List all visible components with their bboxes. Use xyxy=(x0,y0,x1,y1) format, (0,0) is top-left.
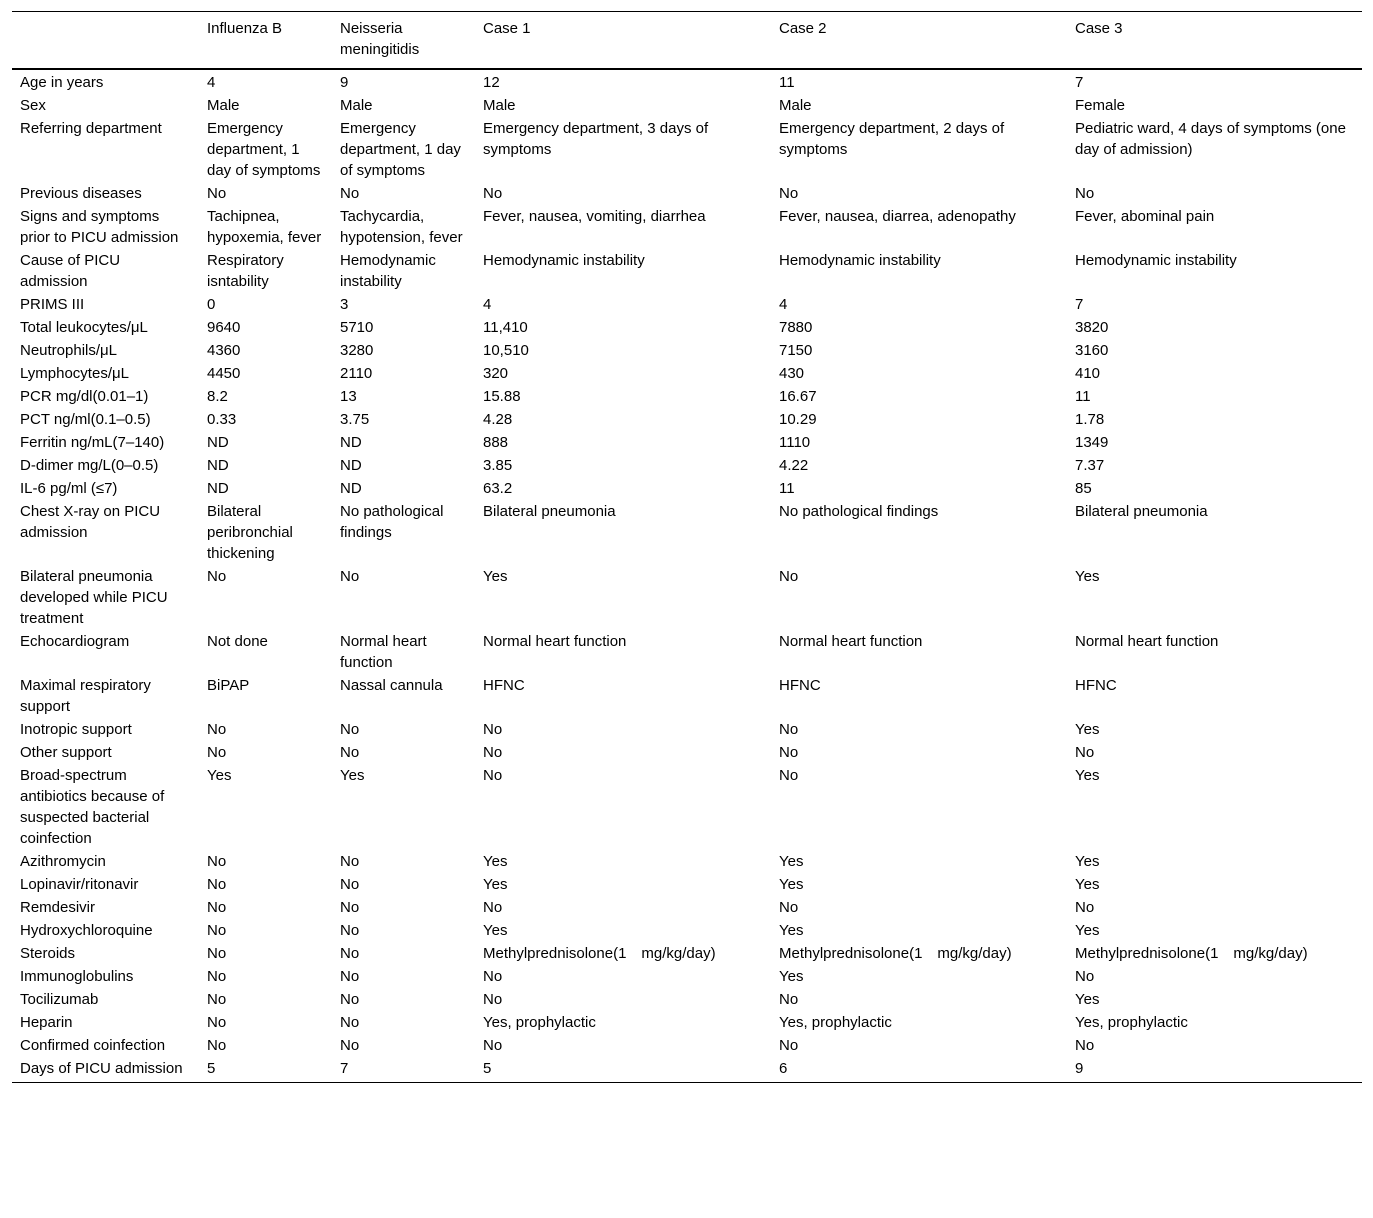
cell-case-3-value: Normal heart function xyxy=(1075,633,1219,650)
cell-influenza-b-value: Not done xyxy=(207,633,268,650)
cell-case-3-value: No xyxy=(1075,1037,1095,1054)
cell-influenza-b-value: No xyxy=(207,853,227,870)
cell-case-3-value: No xyxy=(1075,185,1095,202)
cell-neisseria-value: 13 xyxy=(340,388,357,405)
table-row xyxy=(12,873,1362,896)
cell-case-1-value: Male xyxy=(483,97,516,114)
cell-influenza-b-value: No xyxy=(207,1037,227,1054)
cell-influenza-b-value: No xyxy=(207,185,227,202)
table-body xyxy=(12,69,1362,1083)
cell-row-label: Referring department xyxy=(20,120,162,137)
cell-case-1-value: Hemodynamic instability xyxy=(483,252,645,269)
cell-case-1-value: 4.28 xyxy=(483,411,513,428)
cell-neisseria-value: 2110 xyxy=(340,365,373,382)
cell-influenza-b-value: ND xyxy=(207,457,229,474)
cell-case-1-value: No xyxy=(483,721,503,738)
table-row xyxy=(12,182,1362,205)
cell-row-label: Neutrophils/μL xyxy=(20,342,118,359)
cell-row-label: D-dimer mg/L(0–0.5) xyxy=(20,457,159,474)
cell-neisseria-value: Hemodynamic instability xyxy=(340,252,436,290)
cell-case-1-value: 11,410 xyxy=(483,319,528,336)
cell-case-2-value: Yes, prophylactic xyxy=(779,1014,892,1031)
cell-neisseria-value: No xyxy=(340,185,360,202)
cell-case-2-value: No xyxy=(779,1037,799,1054)
header-row xyxy=(12,12,1362,70)
cell-case-3-value: Yes xyxy=(1075,767,1100,784)
cell-case-2-value: HFNC xyxy=(779,677,821,694)
cell-case-1-value: 4 xyxy=(483,296,492,313)
cell-row-label: Confirmed coinfection xyxy=(20,1037,166,1054)
cell-case-1-value: Methylprednisolone(1 mg/kg/day) xyxy=(483,945,716,962)
cell-neisseria-value: No xyxy=(340,853,360,870)
table-row xyxy=(12,565,1362,630)
table-row xyxy=(12,69,1362,94)
cell-row-label: Lopinavir/ritonavir xyxy=(20,876,139,893)
cell-case-2-value: 4 xyxy=(779,296,788,313)
cell-row-label: Heparin xyxy=(20,1014,73,1031)
table-row xyxy=(12,316,1362,339)
table-row xyxy=(12,117,1362,182)
cell-case-2-value: 11 xyxy=(779,480,795,497)
cell-case-2-value: Yes xyxy=(779,853,804,870)
cell-neisseria-value: No xyxy=(340,991,360,1008)
cell-influenza-b-value: 4360 xyxy=(207,342,241,359)
cell-row-label: Broad-spectrum antibiotics because of suspected bacterial coinfection xyxy=(20,767,165,847)
cell-case-3-value: Female xyxy=(1075,97,1126,114)
cell-neisseria-value: Emergency department, 1 day of symptoms xyxy=(340,120,461,179)
cell-case-1-value: No xyxy=(483,767,503,784)
cell-case-2-value: Emergency department, 2 days of symptoms xyxy=(779,120,1005,158)
cell-neisseria-value: Yes xyxy=(340,767,365,784)
cell-case-3-value: Yes, prophylactic xyxy=(1075,1014,1188,1031)
cell-row-label: Age in years xyxy=(20,74,104,91)
cell-row-label: Echocardiogram xyxy=(20,633,130,650)
cell-neisseria-value: No pathological findings xyxy=(340,503,444,541)
cell-case-2-value: No xyxy=(779,991,799,1008)
cell-case-2-value: 6 xyxy=(779,1060,788,1077)
cell-neisseria-value: No xyxy=(340,1037,360,1054)
cell-case-3-value: 410 xyxy=(1075,365,1101,382)
table-row xyxy=(12,431,1362,454)
cell-row-label: Sex xyxy=(20,97,46,114)
cell-influenza-b-value: 4450 xyxy=(207,365,241,382)
cell-influenza-b-value: No xyxy=(207,945,227,962)
cell-row-label: Inotropic support xyxy=(20,721,132,738)
cell-case-2-value: Hemodynamic instability xyxy=(779,252,941,269)
cell-neisseria-value: 7 xyxy=(340,1060,349,1077)
cell-influenza-b-value: No xyxy=(207,922,227,939)
cell-neisseria-value: Male xyxy=(340,97,373,114)
cell-case-1-value: Yes, prophylactic xyxy=(483,1014,596,1031)
table-row xyxy=(12,454,1362,477)
cell-case-1-value: No xyxy=(483,185,503,202)
cell-neisseria-value: No xyxy=(340,945,360,962)
table-row xyxy=(12,764,1362,850)
table-header xyxy=(12,12,1362,70)
cell-case-3-value: Yes xyxy=(1075,876,1100,893)
cell-case-1-value: Yes xyxy=(483,568,508,585)
cell-case-2-value: 430 xyxy=(779,365,805,382)
header-cell-case-1: Case 1 xyxy=(483,20,531,37)
cell-row-label: Immunoglobulins xyxy=(20,968,134,985)
cell-neisseria-value: 3280 xyxy=(340,342,374,359)
cell-case-3-value: 3160 xyxy=(1075,342,1109,359)
cell-case-2-value: No xyxy=(779,185,799,202)
cell-row-label: Lymphocytes/μL xyxy=(20,365,129,382)
cell-influenza-b-value: ND xyxy=(207,434,229,451)
table-row xyxy=(12,919,1362,942)
cell-case-3-value: Hemodynamic instability xyxy=(1075,252,1237,269)
table-row xyxy=(12,205,1362,249)
cell-case-3-value: 1349 xyxy=(1075,434,1109,451)
cell-influenza-b-value: BiPAP xyxy=(207,677,250,694)
table-row xyxy=(12,1057,1362,1083)
cell-row-label: Chest X-ray on PICU admission xyxy=(20,503,161,541)
cell-case-1-value: No xyxy=(483,1037,503,1054)
cell-case-1-value: No xyxy=(483,899,503,916)
table-row xyxy=(12,850,1362,873)
cell-case-1-value: Bilateral pneumonia xyxy=(483,503,616,520)
cell-neisseria-value: ND xyxy=(340,457,362,474)
cell-case-1-value: 888 xyxy=(483,434,509,451)
cell-case-3-value: Yes xyxy=(1075,991,1100,1008)
cell-case-3-value: 3820 xyxy=(1075,319,1109,336)
table-row xyxy=(12,293,1362,316)
header-cell-neisseria-meningitidis: Neisseria meningitidis xyxy=(340,20,420,58)
table-row xyxy=(12,1011,1362,1034)
cell-influenza-b-value: 9640 xyxy=(207,319,241,336)
cell-row-label: IL-6 pg/ml (≤7) xyxy=(20,480,118,497)
cell-case-2-value: Male xyxy=(779,97,812,114)
cell-case-2-value: Fever, nausea, diarrea, adenopathy xyxy=(779,208,1016,225)
cell-row-label: Days of PICU admission xyxy=(20,1060,183,1077)
cell-influenza-b-value: No xyxy=(207,991,227,1008)
cell-influenza-b-value: Respiratory isntability xyxy=(207,252,284,290)
cell-case-3-value: Fever, abominal pain xyxy=(1075,208,1215,225)
cell-neisseria-value: No xyxy=(340,1014,360,1031)
cell-influenza-b-value: 8.2 xyxy=(207,388,228,405)
cell-case-3-value: 7.37 xyxy=(1075,457,1105,474)
cell-neisseria-value: No xyxy=(340,922,360,939)
table-row xyxy=(12,385,1362,408)
cell-influenza-b-value: No xyxy=(207,721,227,738)
table-row xyxy=(12,94,1362,117)
cell-influenza-b-value: No xyxy=(207,1014,227,1031)
cell-neisseria-value: No xyxy=(340,876,360,893)
cell-row-label: Hydroxychloroquine xyxy=(20,922,153,939)
cell-neisseria-value: Tachycardia, hypotension, fever xyxy=(340,208,463,246)
cell-case-3-value: No xyxy=(1075,744,1095,761)
cell-row-label: Maximal respiratory support xyxy=(20,677,151,715)
cell-influenza-b-value: 4 xyxy=(207,74,216,91)
cell-case-3-value: Yes xyxy=(1075,922,1100,939)
cell-case-1-value: No xyxy=(483,991,503,1008)
cell-influenza-b-value: Bilateral peribronchial thickening xyxy=(207,503,293,562)
cell-row-label: PCT ng/ml(0.1–0.5) xyxy=(20,411,151,428)
cell-case-3-value: HFNC xyxy=(1075,677,1117,694)
cell-case-3-value: Yes xyxy=(1075,853,1100,870)
cell-case-1-value: Yes xyxy=(483,853,508,870)
cell-case-2-value: 7880 xyxy=(779,319,813,336)
table-row xyxy=(12,988,1362,1011)
table-row xyxy=(12,965,1362,988)
cell-case-3-value: Methylprednisolone(1 mg/kg/day) xyxy=(1075,945,1308,962)
cell-case-3-value: 7 xyxy=(1075,74,1084,91)
cell-neisseria-value: Normal heart function xyxy=(340,633,427,671)
cell-case-3-value: Pediatric ward, 4 days of symptoms (one day of admission) xyxy=(1075,120,1346,158)
cell-case-2-value: Yes xyxy=(779,876,804,893)
cell-case-3-value: Bilateral pneumonia xyxy=(1075,503,1208,520)
cell-case-1-value: 5 xyxy=(483,1060,492,1077)
cell-case-2-value: Yes xyxy=(779,922,804,939)
cell-case-2-value: Yes xyxy=(779,968,804,985)
cell-influenza-b-value: Emergency department, 1 day of symptoms xyxy=(207,120,321,179)
cell-case-2-value: Methylprednisolone(1 mg/kg/day) xyxy=(779,945,1012,962)
cell-row-label: PCR mg/dl(0.01–1) xyxy=(20,388,149,405)
cell-neisseria-value: 5710 xyxy=(340,319,374,336)
cell-case-2-value: No xyxy=(779,744,799,761)
cell-case-3-value: No xyxy=(1075,968,1095,985)
cell-neisseria-value: No xyxy=(340,899,360,916)
clinical-comparison-table xyxy=(12,11,1362,1083)
cell-influenza-b-value: ND xyxy=(207,480,229,497)
cell-case-1-value: Normal heart function xyxy=(483,633,627,650)
cell-neisseria-value: No xyxy=(340,968,360,985)
cell-case-3-value: No xyxy=(1075,899,1095,916)
cell-case-1-value: 3.85 xyxy=(483,457,513,474)
cell-row-label: Signs and symptoms prior to PICU admission xyxy=(20,208,179,246)
cell-case-1-value: 10,510 xyxy=(483,342,529,359)
cell-case-2-value: 11 xyxy=(779,74,795,91)
cell-case-2-value: No xyxy=(779,568,799,585)
cell-row-label: Steroids xyxy=(20,945,76,962)
cell-row-label: Previous diseases xyxy=(20,185,142,202)
cell-case-1-value: 63.2 xyxy=(483,480,513,497)
cell-case-2-value: 16.67 xyxy=(779,388,817,405)
cell-case-2-value: 7150 xyxy=(779,342,813,359)
cell-influenza-b-value: Male xyxy=(207,97,240,114)
cell-case-1-value: 320 xyxy=(483,365,509,382)
cell-neisseria-value: ND xyxy=(340,434,362,451)
table-row xyxy=(12,741,1362,764)
cell-neisseria-value: 9 xyxy=(340,74,349,91)
cell-neisseria-value: 3.75 xyxy=(340,411,370,428)
cell-case-1-value: 12 xyxy=(483,74,500,91)
cell-case-2-value: 4.22 xyxy=(779,457,809,474)
cell-case-1-value: Fever, nausea, vomiting, diarrhea xyxy=(483,208,706,225)
cell-row-label: Other support xyxy=(20,744,112,761)
cell-neisseria-value: No xyxy=(340,721,360,738)
cell-row-label: PRIMS III xyxy=(20,296,85,313)
cell-neisseria-value: No xyxy=(340,568,360,585)
cell-case-3-value: 9 xyxy=(1075,1060,1084,1077)
table-row xyxy=(12,942,1362,965)
cell-row-label: Total leukocytes/μL xyxy=(20,319,148,336)
cell-case-1-value: Yes xyxy=(483,876,508,893)
cell-influenza-b-value: No xyxy=(207,568,227,585)
table-row xyxy=(12,674,1362,718)
cell-neisseria-value: 3 xyxy=(340,296,349,313)
cell-neisseria-value: ND xyxy=(340,480,362,497)
cell-row-label: Ferritin ng/mL(7–140) xyxy=(20,434,165,451)
cell-case-2-value: No xyxy=(779,721,799,738)
table-row xyxy=(12,718,1362,741)
cell-influenza-b-value: 5 xyxy=(207,1060,216,1077)
cell-case-1-value: No xyxy=(483,968,503,985)
cell-case-1-value: Yes xyxy=(483,922,508,939)
table-row xyxy=(12,500,1362,565)
cell-influenza-b-value: Yes xyxy=(207,767,232,784)
cell-case-3-value: 85 xyxy=(1075,480,1092,497)
cell-case-3-value: 1.78 xyxy=(1075,411,1105,428)
cell-influenza-b-value: Tachipnea, hypoxemia, fever xyxy=(207,208,322,246)
cell-row-label: Cause of PICU admission xyxy=(20,252,121,290)
table-row xyxy=(12,339,1362,362)
cell-row-label: Remdesivir xyxy=(20,899,96,916)
table-row xyxy=(12,249,1362,293)
cell-case-2-value: 1110 xyxy=(779,434,811,451)
header-cell-case-2: Case 2 xyxy=(779,20,827,37)
cell-case-1-value: HFNC xyxy=(483,677,525,694)
header-cell-variable xyxy=(12,12,199,70)
cell-row-label: Azithromycin xyxy=(20,853,106,870)
cell-influenza-b-value: 0 xyxy=(207,296,216,313)
cell-case-2-value: 10.29 xyxy=(779,411,817,428)
cell-influenza-b-value: No xyxy=(207,876,227,893)
table-row xyxy=(12,896,1362,919)
table-row xyxy=(12,630,1362,674)
cell-influenza-b-value: No xyxy=(207,968,227,985)
cell-row-label: Tocilizumab xyxy=(20,991,99,1008)
table-row xyxy=(12,1034,1362,1057)
table-container xyxy=(12,11,1362,1083)
table-row xyxy=(12,362,1362,385)
cell-case-3-value: Yes xyxy=(1075,721,1100,738)
cell-influenza-b-value: 0.33 xyxy=(207,411,237,428)
cell-case-2-value: No xyxy=(779,899,799,916)
header-cell-influenza-b: Influenza B xyxy=(207,20,283,37)
cell-neisseria-value: Nassal cannula xyxy=(340,677,443,694)
cell-neisseria-value: No xyxy=(340,744,360,761)
table-row xyxy=(12,477,1362,500)
cell-influenza-b-value: No xyxy=(207,744,227,761)
cell-case-2-value: No pathological findings xyxy=(779,503,939,520)
cell-case-2-value: Normal heart function xyxy=(779,633,923,650)
cell-case-1-value: No xyxy=(483,744,503,761)
cell-influenza-b-value: No xyxy=(207,899,227,916)
cell-case-3-value: 7 xyxy=(1075,296,1084,313)
cell-case-1-value: Emergency department, 3 days of symptoms xyxy=(483,120,709,158)
header-cell-case-3: Case 3 xyxy=(1075,20,1123,37)
cell-row-label: Bilateral pneumonia developed while PICU treatment xyxy=(20,568,168,627)
cell-case-1-value: 15.88 xyxy=(483,388,521,405)
table-row xyxy=(12,408,1362,431)
cell-case-3-value: 11 xyxy=(1075,388,1091,405)
cell-case-2-value: No xyxy=(779,767,799,784)
cell-case-3-value: Yes xyxy=(1075,568,1100,585)
